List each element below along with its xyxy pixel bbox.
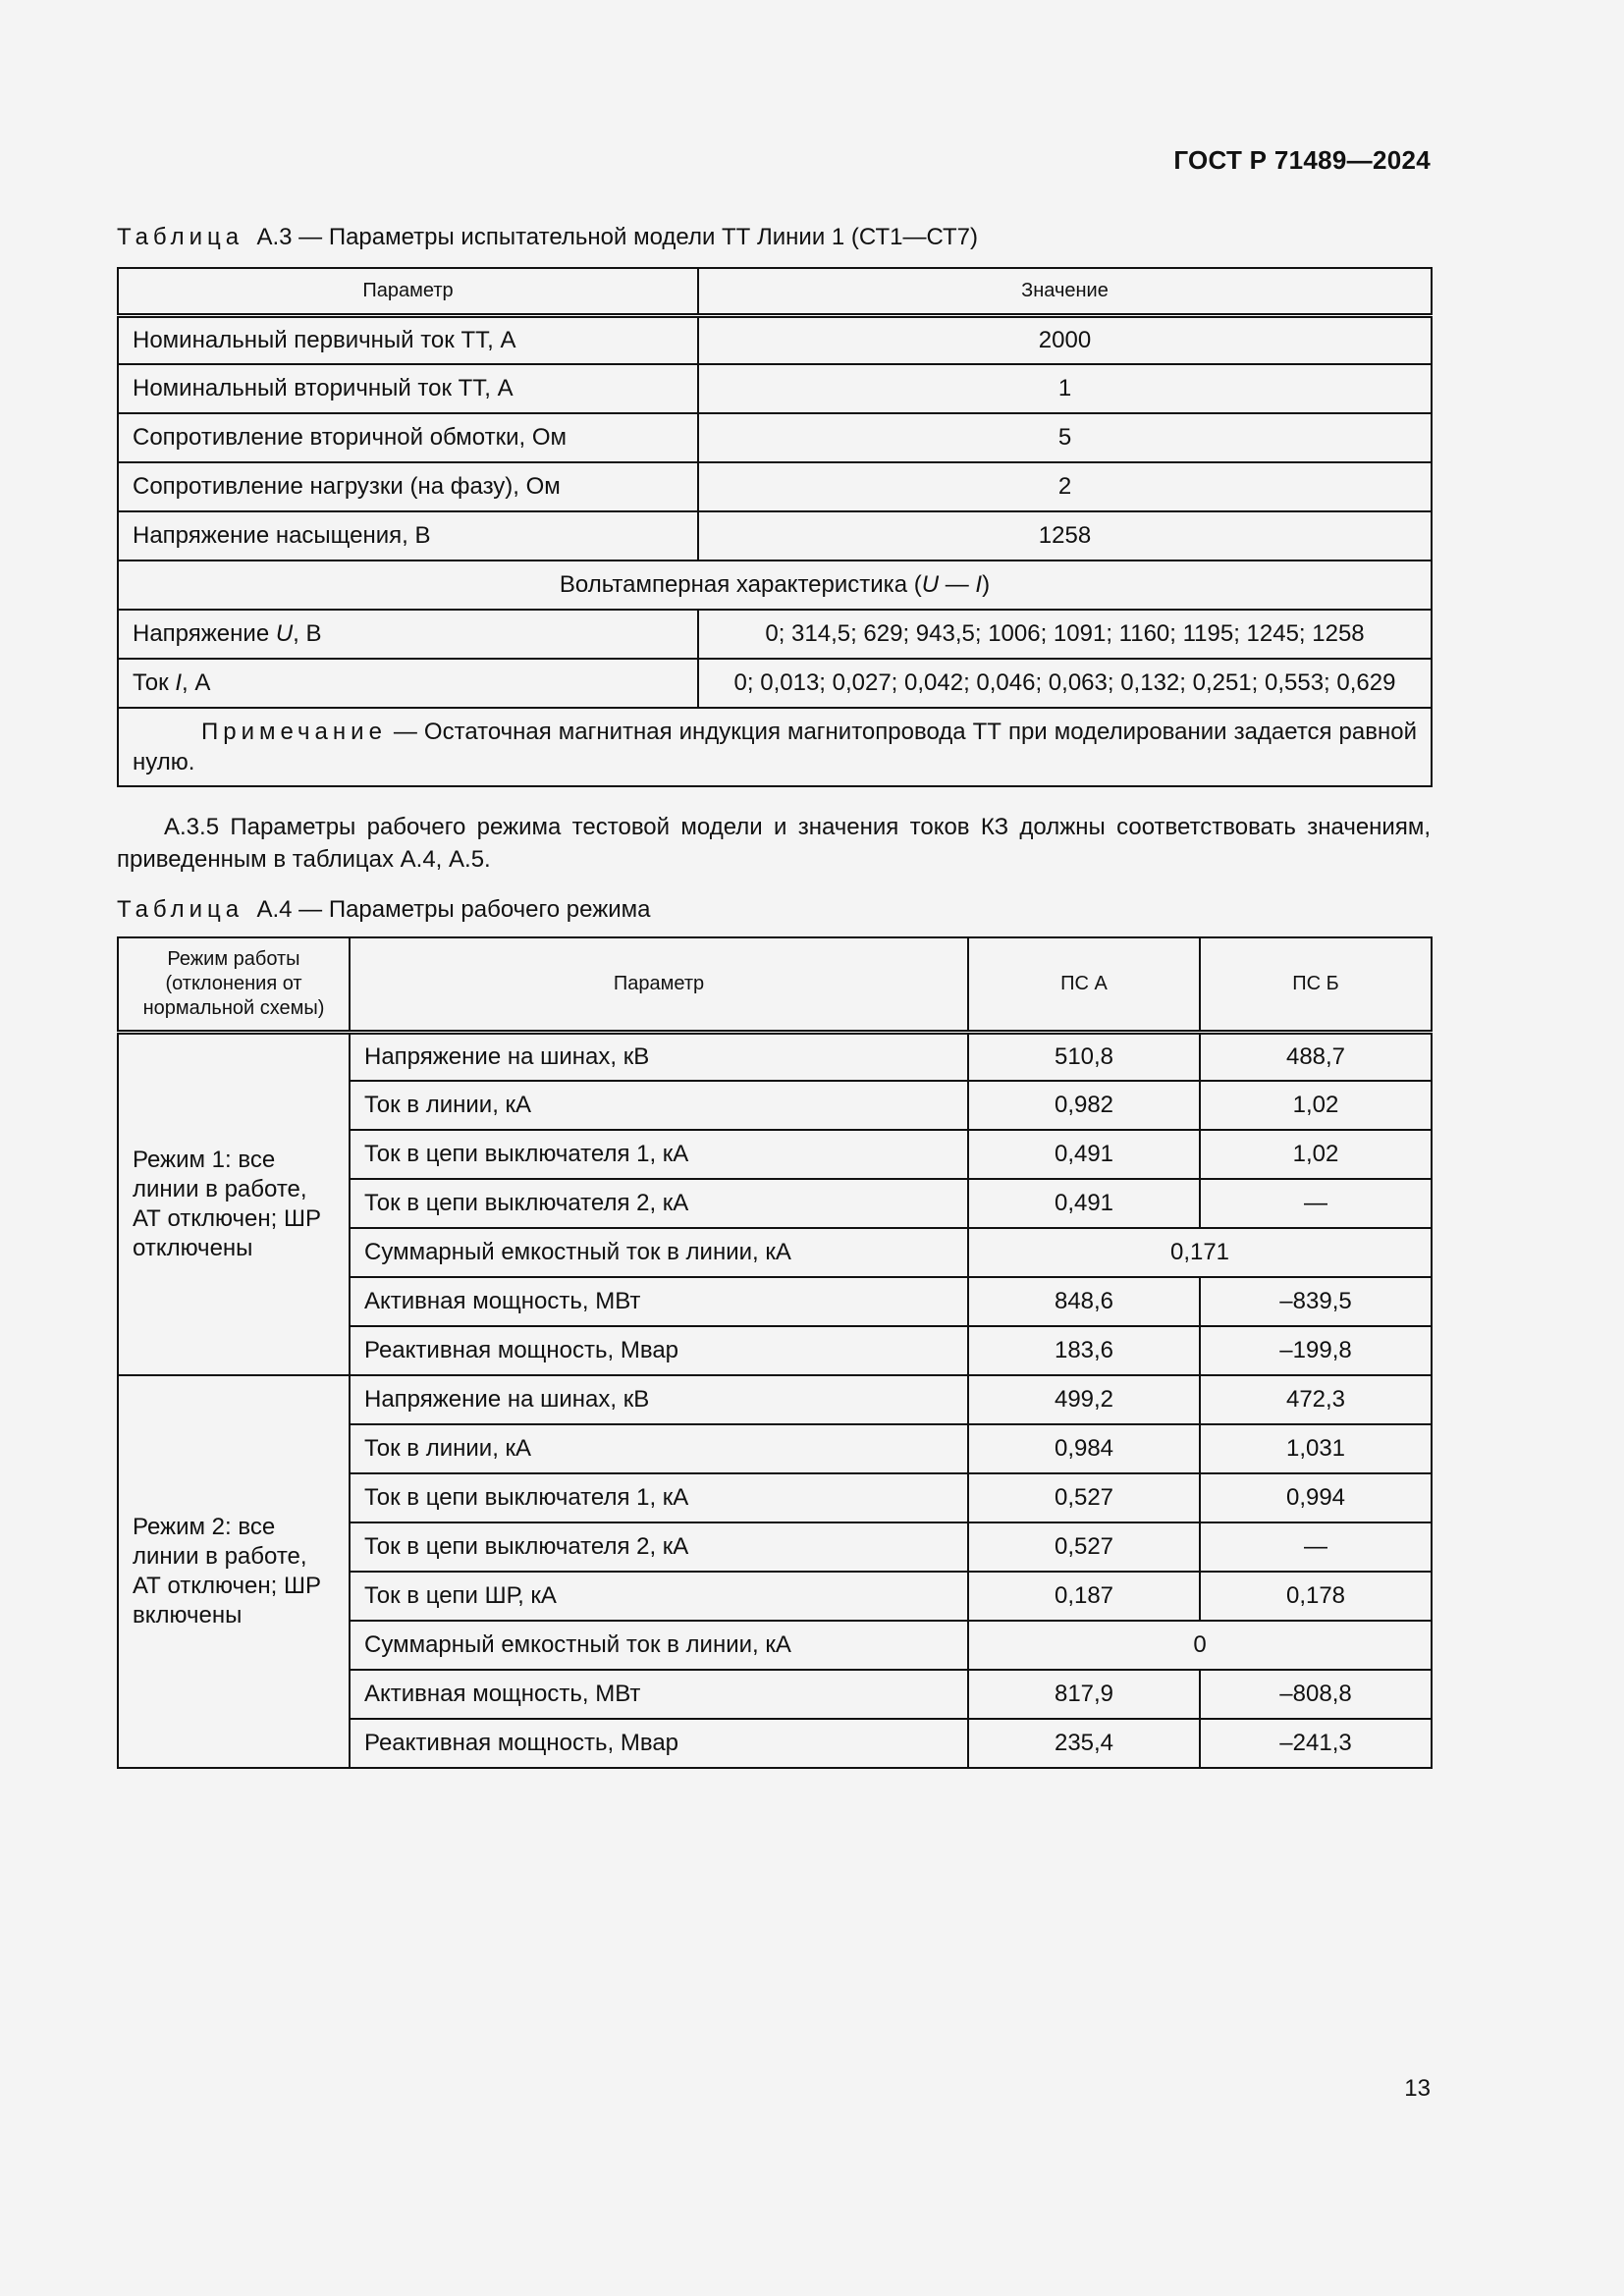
table-a3-header-value: Значение [698,268,1432,315]
ps-b-cell: 488,7 [1200,1032,1432,1081]
param-cell: Номинальный вторичный ток ТТ, А [118,364,698,413]
table-a4-header-mode: Режим работы (отклонения от нормальной схемы) [118,937,350,1032]
current-label-prefix: Ток [133,669,176,696]
table-row-vac-title [118,561,1432,610]
note-label: Примечание [201,719,387,745]
table-a3 [117,267,1433,787]
param-cell: Реактивная мощность, Мвар [350,1719,968,1768]
param-cell: Суммарный емкостный ток в линии, кА [350,1621,968,1670]
table-row [118,659,1432,708]
table-row [118,511,1432,561]
vac-title-suffix: ) [982,571,991,598]
param-cell [118,659,698,708]
param-cell: Сопротивление нагрузки (на фазу), Ом [118,462,698,511]
param-cell: Активная мощность, МВт [350,1277,968,1326]
paragraph-a35-text: А.3.5 Параметры рабочего режима тестовой модели и значения токов КЗ должны соответствовать значениям, приведенным в таблицах А.4, А.5. [117,814,1431,873]
table-row [118,462,1432,511]
table-a4-header-ps-b: ПС Б [1200,937,1432,1032]
ps-a-cell: 499,2 [968,1375,1200,1424]
table-row [118,1032,1432,1081]
ps-a-cell: 0,187 [968,1572,1200,1621]
param-cell: Напряжение насыщения, В [118,511,698,561]
param-cell: Ток в линии, кА [350,1424,968,1473]
ps-b-cell: 1,02 [1200,1081,1432,1130]
table-row [118,364,1432,413]
ps-b-cell: –199,8 [1200,1326,1432,1375]
value-cell: 1 [698,364,1432,413]
ps-a-cell: 0,491 [968,1130,1200,1179]
ps-b-cell: — [1200,1522,1432,1572]
vac-title-u: U [921,571,940,598]
ps-b-cell: 0,178 [1200,1572,1432,1621]
table-a4-header-param: Параметр [350,937,968,1032]
vac-title-dash: — [939,571,976,598]
table-a4 [117,936,1433,1769]
mode-2-cell: Режим 2: все линии в работе, АТ отключен; ШР включены [118,1375,350,1768]
ps-a-cell: 848,6 [968,1277,1200,1326]
voltage-label-suffix: , В [293,620,322,647]
vac-title-prefix: Вольтамперная характеристика ( [559,571,922,598]
table-a3-caption [117,224,978,251]
note-cell [118,708,1432,786]
table-a4-caption-word: Таблица [117,896,244,923]
table-a4-caption-text: А.4 — Параметры рабочего режима [256,896,651,923]
ps-b-cell: 1,02 [1200,1130,1432,1179]
param-cell: Напряжение на шинах, кВ [350,1032,968,1081]
ps-b-cell: 472,3 [1200,1375,1432,1424]
paragraph-a35 [117,811,1431,876]
table-row [118,315,1432,364]
ps-a-cell: 817,9 [968,1670,1200,1719]
param-cell: Ток в линии, кА [350,1081,968,1130]
document-code: ГОСТ Р 71489—2024 [1173,145,1431,175]
ps-a-cell: 510,8 [968,1032,1200,1081]
current-label-var: I [175,669,182,696]
ps-b-cell: 0,994 [1200,1473,1432,1522]
param-cell: Суммарный емкостный ток в линии, кА [350,1228,968,1277]
ps-b-cell: –808,8 [1200,1670,1432,1719]
value-cell: 5 [698,413,1432,462]
page-number: 13 [1404,2075,1431,2102]
value-cell: 2 [698,462,1432,511]
table-a3-header-row [118,268,1432,315]
merged-value-cell: 0 [968,1621,1432,1670]
ps-a-cell: 0,527 [968,1522,1200,1572]
voltage-values-cell: 0; 314,5; 629; 943,5; 1006; 1091; 1160; 1195; 1245; 1258 [698,610,1432,659]
ps-a-cell: 0,527 [968,1473,1200,1522]
param-cell: Ток в цепи выключателя 2, кА [350,1522,968,1572]
param-cell: Напряжение на шинах, кВ [350,1375,968,1424]
table-a4-header-row [118,937,1432,1032]
ps-a-cell: 183,6 [968,1326,1200,1375]
ps-b-cell: 1,031 [1200,1424,1432,1473]
value-cell: 2000 [698,315,1432,364]
current-label-suffix: , А [181,669,211,696]
table-row [118,610,1432,659]
vac-title-cell [118,561,1432,610]
ps-a-cell: 0,984 [968,1424,1200,1473]
current-values-cell: 0; 0,013; 0,027; 0,042; 0,046; 0,063; 0,132; 0,251; 0,553; 0,629 [698,659,1432,708]
voltage-label-var: U [275,620,294,647]
table-a3-caption-word: Таблица [117,224,244,250]
table-a3-header-param: Параметр [118,268,698,315]
param-cell: Реактивная мощность, Мвар [350,1326,968,1375]
ps-a-cell: 235,4 [968,1719,1200,1768]
param-cell: Ток в цепи выключателя 1, кА [350,1130,968,1179]
param-cell: Активная мощность, МВт [350,1670,968,1719]
mode-1-cell: Режим 1: все линии в работе, АТ отключен; ШР отключены [118,1032,350,1375]
table-row [118,1375,1432,1424]
note-text: — Остаточная магнитная индукция магнитопровода ТТ при моделировании задается равной нулю. [133,719,1417,775]
value-cell: 1258 [698,511,1432,561]
param-cell: Номинальный первичный ток ТТ, А [118,315,698,364]
param-cell: Ток в цепи выключателя 2, кА [350,1179,968,1228]
table-a3-caption-text: А.3 — Параметры испытательной модели ТТ Линии 1 (СТ1—СТ7) [256,224,978,250]
ps-b-cell: –241,3 [1200,1719,1432,1768]
ps-b-cell: — [1200,1179,1432,1228]
table-row [118,413,1432,462]
ps-a-cell: 0,491 [968,1179,1200,1228]
ps-a-cell: 0,982 [968,1081,1200,1130]
param-cell: Ток в цепи ШР, кА [350,1572,968,1621]
table-row-note [118,708,1432,786]
param-cell: Ток в цепи выключателя 1, кА [350,1473,968,1522]
ps-b-cell: –839,5 [1200,1277,1432,1326]
param-cell [118,610,698,659]
table-a4-caption [117,896,651,924]
voltage-label-prefix: Напряжение [133,620,276,647]
vac-title-i: I [975,571,983,598]
param-cell: Сопротивление вторичной обмотки, Ом [118,413,698,462]
table-a4-header-ps-a: ПС А [968,937,1200,1032]
merged-value-cell: 0,171 [968,1228,1432,1277]
